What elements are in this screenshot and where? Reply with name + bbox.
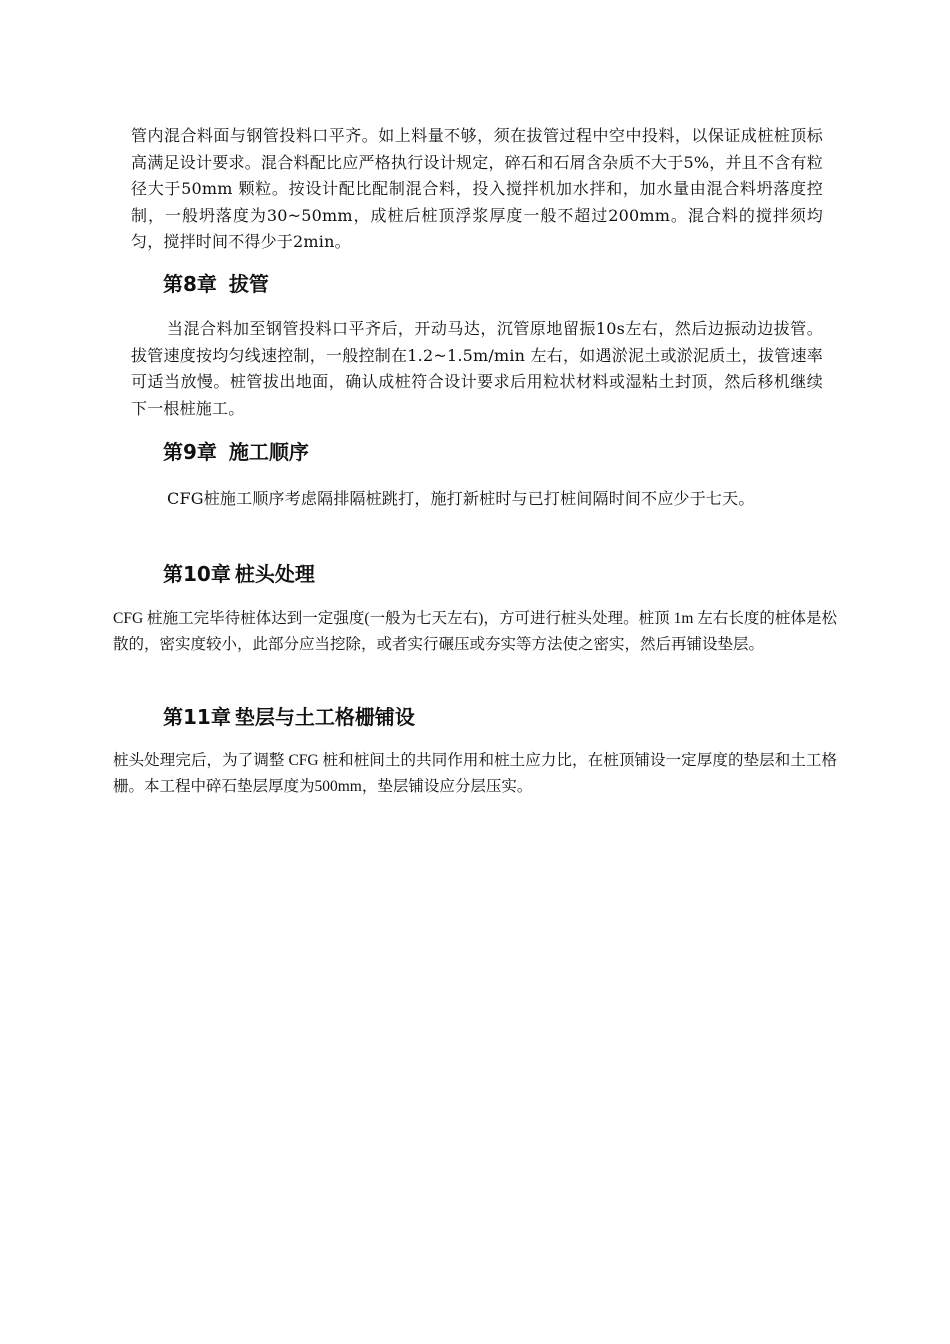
paragraph-chapter-9: CFG桩施工顺序考虑隔排隔桩跳打，施打新桩时与已打桩间隔时间不应少于七天。	[167, 489, 755, 508]
paragraph-chapter-10: CFG 桩施工完毕待桩体达到一定强度(一般为七天左右)，方可进行桩头处理。桩顶 1m 左右长度的桩体是松散的，密实度较小，此部分应当挖除，或者实行碾压或夯实等方法使之密实，然后再铺设垫层。	[113, 610, 837, 653]
chapter-8-number: 第8章	[163, 272, 217, 296]
paragraph-chapter-11: 桩头处理完后，为了调整 CFG 桩和桩间土的共同作用和桩土应力比，在桩顶铺设一定厚度的垫层和土工格栅。本工程中碎石垫层厚度为500mm，垫层铺设应分层压实。	[113, 752, 837, 795]
chapter-11-title: 垫层与土工格栅铺设	[234, 705, 415, 729]
chapter-8-heading	[163, 270, 269, 298]
chapter-11-number: 第11章	[163, 705, 231, 729]
chapter-10-number: 第10章	[163, 562, 231, 586]
chapter-10-heading	[163, 560, 315, 588]
paragraph-chapter-8: 当混合料加至钢管投料口平齐后，开动马达，沉管原地留振10s左右，然后边振动边拔管。拔管速度按均匀线速控制，一般控制在1.2~1.5m/min 左右，如遇淤泥土或淤泥质土，拔管速率可适当放慢。桩管拔出地面，确认成桩符合设计要求后用粒状材料或湿粘土封顶，然后移机继续下一根桩施工。	[131, 319, 823, 418]
paragraph-intro: 管内混合料面与钢管投料口平齐。如上料量不够，须在拔管过程中空中投料，以保证成桩桩顶标高满足设计要求。混合料配比应严格执行设计规定，碎石和石屑含杂质不大于5%，并且不含有粒径大于50mm 颗粒。按设计配比配制混合料，投入搅拌机加水拌和，加水量由混合料坍落度控制，一般坍落度为30~50mm，成桩后桩顶浮浆厚度一般不超过200mm。混合料的搅拌须均匀，搅拌时间不得少于2min。	[131, 126, 823, 251]
chapter-8-title: 拔管	[228, 272, 269, 296]
chapter-9-number: 第9章	[163, 440, 217, 464]
chapter-9-title: 施工顺序	[228, 440, 309, 464]
chapter-9-heading	[163, 438, 309, 466]
chapter-11-heading	[163, 703, 415, 731]
chapter-10-title: 桩头处理	[234, 562, 315, 586]
